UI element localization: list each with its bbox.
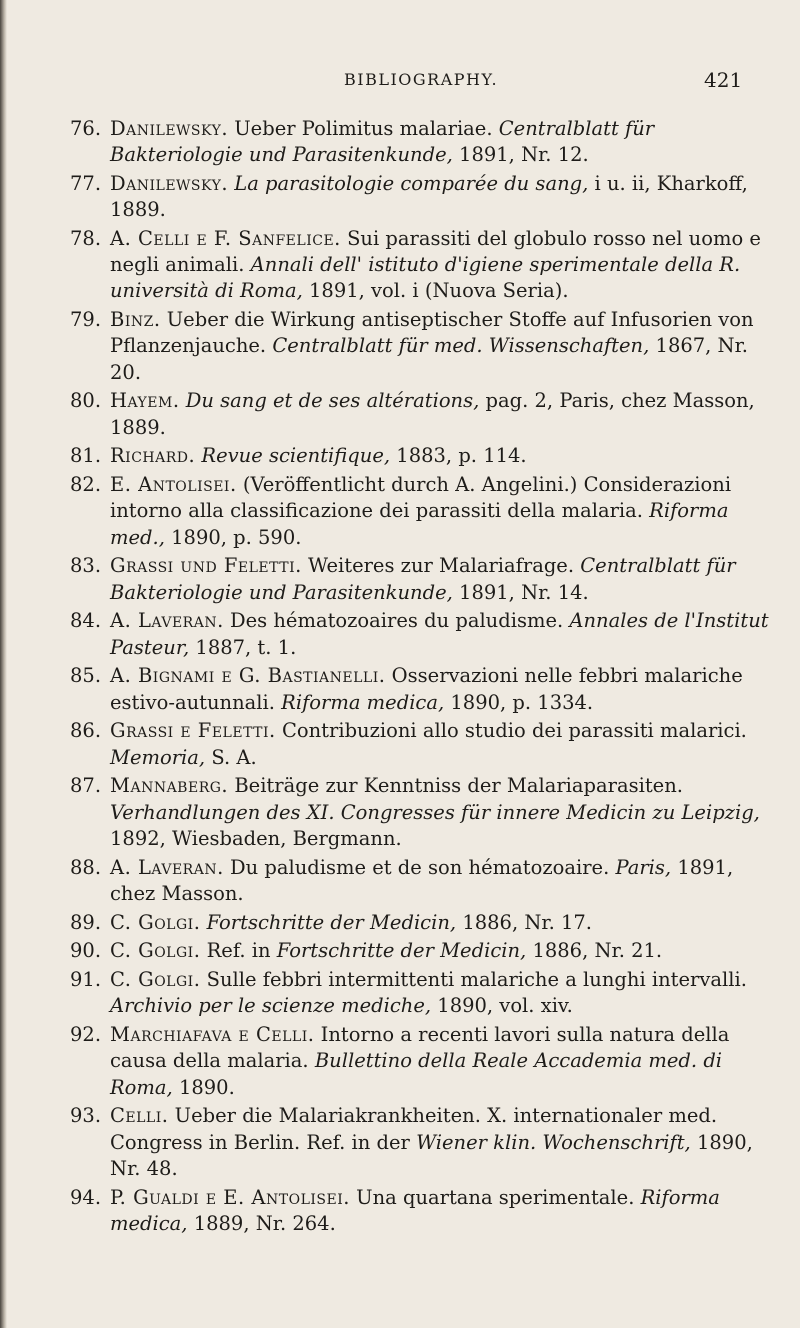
entry-author: Danilewsky.	[110, 117, 229, 140]
bibliography-entry	[70, 388, 770, 440]
page-header	[0, 68, 800, 98]
entry-details: 1890, p. 1334.	[450, 690, 594, 714]
entry-number: 80.	[70, 389, 102, 413]
entry-details: 1889, Nr. 264.	[193, 1211, 336, 1235]
entry-number: 77.	[70, 172, 102, 195]
entry-title: Des hématozoaires du paludisme.	[229, 609, 564, 633]
entry-source: Centralblatt für med. Wissenschaften,	[272, 334, 650, 358]
entry-body	[110, 773, 770, 852]
entry-source: Centralblatt für Bakteriologie und Parasitenkunde,	[110, 117, 655, 167]
entry-source: Riforma medica,	[110, 1185, 720, 1235]
entry-details: 1890, Nr. 48.	[110, 1130, 753, 1180]
bibliography-entry	[70, 307, 770, 386]
bibliography-entry	[70, 116, 770, 168]
entry-source: Verhandlungen des XI. Congresses für innere Medicin zu Leipzig,	[110, 800, 760, 824]
bibliography-entry	[70, 472, 770, 551]
entry-title: Ueber Polimitus malariae.	[234, 117, 493, 140]
entry-number: 76.	[70, 117, 102, 140]
entry-number: 88.	[70, 855, 102, 879]
entry-author: A. Laveran.	[110, 855, 224, 879]
entry-number: 83.	[70, 554, 102, 578]
entry-body	[110, 1185, 770, 1237]
entry-author: Danilewsky.	[110, 172, 229, 195]
entry-author: C. Golgi.	[110, 968, 201, 992]
entry-title: Contribuzioni allo studio dei parassiti malarici.	[281, 719, 747, 743]
entry-number: 79.	[70, 308, 102, 332]
entry-source: Annales de l'Institut Pasteur,	[110, 609, 769, 659]
entry-body	[110, 938, 770, 964]
bibliography-entry	[70, 171, 770, 223]
bibliography-entry	[70, 773, 770, 852]
entry-details: 1890, p. 590.	[171, 525, 302, 549]
entry-title: Ueber die Malariakrankheiten. X. internationaler med. Congress in Berlin. Ref. in der	[110, 1104, 718, 1154]
entry-body	[110, 226, 770, 305]
entry-number: 90.	[70, 939, 102, 963]
entry-author: Binz.	[110, 308, 161, 332]
entry-number: 91.	[70, 968, 102, 992]
entry-body	[110, 910, 770, 936]
bibliography-entry	[70, 1022, 770, 1101]
entry-title: (Veröffentlicht durch A. Angelini.) Considerazioni intorno alla classificazione dei parassiti della malaria.	[110, 473, 732, 523]
bibliography-entry	[70, 1185, 770, 1237]
entry-body	[110, 472, 770, 551]
entry-source: La parasitologie comparée du sang,	[234, 172, 589, 195]
bibliography-entry	[70, 910, 770, 936]
entry-source: Centralblatt für Bakteriologie und Parasitenkunde,	[110, 554, 736, 604]
entry-author: Grassi und Feletti.	[110, 554, 302, 578]
entry-title: Intorno a recenti lavori sulla natura della causa della malaria.	[110, 1023, 730, 1073]
entry-source: Annali dell' istituto d'igiene sperimentale della R. università di Roma,	[110, 253, 741, 303]
entry-body	[110, 553, 770, 605]
entry-author: Hayem.	[110, 389, 180, 413]
entry-details: 1886, Nr. 21.	[532, 939, 663, 963]
entry-source: Riforma med.,	[110, 499, 729, 549]
entry-details: i u. ii, Kharkoff, 1889.	[110, 172, 748, 222]
running-title: BIBLIOGRAPHY.	[344, 70, 499, 89]
entry-details: S. A.	[211, 745, 257, 769]
entry-author: C. Golgi.	[110, 910, 201, 934]
entry-author: Richard.	[110, 444, 196, 468]
entry-title: Una quartana sperimentale.	[356, 1185, 635, 1209]
entry-number: 87.	[70, 774, 102, 798]
bibliography-entry	[70, 608, 770, 660]
entry-title: Sulle febbri intermittenti malariche a lunghi intervalli.	[206, 968, 747, 992]
entry-body	[110, 171, 770, 223]
entry-source: Wiener klin. Wochenschrift,	[416, 1130, 691, 1154]
bibliography-entry	[70, 967, 770, 1019]
entry-details: 1887, t. 1.	[195, 635, 297, 659]
entry-number: 89.	[70, 910, 102, 934]
entry-author: P. Gualdi e E. Antolisei.	[110, 1185, 350, 1209]
entry-author: Marchiafava e Celli.	[110, 1023, 315, 1047]
entry-number: 81.	[70, 444, 102, 468]
entry-body	[110, 967, 770, 1019]
bibliography-entry	[70, 663, 770, 715]
entry-details: pag. 2, Paris, chez Masson, 1889.	[110, 389, 755, 439]
entry-body	[110, 443, 770, 469]
entry-number: 85.	[70, 664, 102, 688]
bibliography-entry	[70, 226, 770, 305]
entry-number: 94.	[70, 1185, 102, 1209]
entry-details: 1890, vol. xiv.	[437, 994, 573, 1018]
entry-body	[110, 388, 770, 440]
entry-details: 1891, vol. i (Nuova Seria).	[309, 279, 569, 303]
entry-source: Riforma medica,	[281, 690, 445, 714]
entry-body	[110, 608, 770, 660]
entry-body	[110, 116, 770, 168]
entry-body	[110, 1103, 770, 1182]
entry-body	[110, 855, 770, 907]
entry-author: C. Golgi.	[110, 939, 201, 963]
page-number: 421	[704, 68, 743, 92]
entry-details: 1891, Nr. 14.	[459, 580, 589, 604]
entry-details: 1890.	[178, 1075, 235, 1099]
entry-number: 93.	[70, 1104, 102, 1128]
entry-author: A. Celli e F. Sanfelice.	[110, 227, 341, 250]
entry-details: 1883, p. 114.	[396, 444, 527, 468]
entry-source: Du sang et de ses altérations,	[185, 389, 480, 413]
entry-details: 1891, Nr. 12.	[459, 143, 589, 167]
entry-source: Archivio per le scienze mediche,	[110, 994, 432, 1018]
bibliography-entry	[70, 855, 770, 907]
entry-author: A. Laveran.	[110, 609, 224, 633]
entry-details: 1891, chez Masson.	[110, 855, 734, 905]
entry-details: 1886, Nr. 17.	[462, 910, 592, 934]
entry-source: Memoria,	[110, 745, 206, 769]
entry-body	[110, 1022, 770, 1101]
entry-details: 1892, Wiesbaden, Bergmann.	[110, 826, 402, 850]
entry-author: E. Antolisei.	[110, 473, 237, 497]
entry-body	[110, 718, 770, 770]
entry-author: Mannaberg.	[110, 774, 229, 798]
entry-body	[110, 307, 770, 386]
bibliography-entry	[70, 443, 770, 469]
entry-author: A. Bignami e G. Bastianelli.	[110, 664, 386, 688]
bibliography-entry	[70, 1103, 770, 1182]
bibliography-entry	[70, 718, 770, 770]
entry-number: 78.	[70, 227, 102, 250]
entry-source: Paris,	[615, 855, 672, 879]
entry-number: 84.	[70, 609, 102, 633]
entry-author: Grassi e Feletti.	[110, 719, 276, 743]
entry-source: Bullettino della Reale Accademia med. di Roma,	[110, 1049, 723, 1099]
entry-number: 82.	[70, 473, 102, 497]
entry-title: Sui parassiti del globulo rosso nel uomo e negli animali.	[110, 227, 761, 277]
entry-author: Celli.	[110, 1104, 169, 1128]
entry-body	[110, 663, 770, 715]
entry-title: Ueber die Wirkung antiseptischer Stoffe auf Infusorien von Pflanzenjauche.	[110, 308, 754, 358]
page-spine-shadow	[0, 0, 7, 1328]
entry-title: Ref. in	[206, 939, 271, 963]
bibliography-entry	[70, 553, 770, 605]
entry-title: Du paludisme et de son hématozoaire.	[229, 855, 610, 879]
entry-details: 1867, Nr. 20.	[110, 334, 748, 384]
entry-title: Beiträge zur Kenntniss der Malariaparasiten.	[234, 774, 683, 798]
entry-title: Osservazioni nelle febbri malariche estivo-autunnali.	[110, 664, 743, 714]
bibliography-entry	[70, 938, 770, 964]
entry-source: Fortschritte der Medicin,	[206, 910, 457, 934]
entry-title: Weiteres zur Malariafrage.	[308, 554, 575, 578]
entry-number: 86.	[70, 719, 102, 743]
bibliography-list	[70, 116, 770, 1240]
entry-source: Revue scientifique,	[201, 444, 391, 468]
entry-number: 92.	[70, 1023, 102, 1047]
entry-source: Fortschritte der Medicin,	[276, 939, 527, 963]
